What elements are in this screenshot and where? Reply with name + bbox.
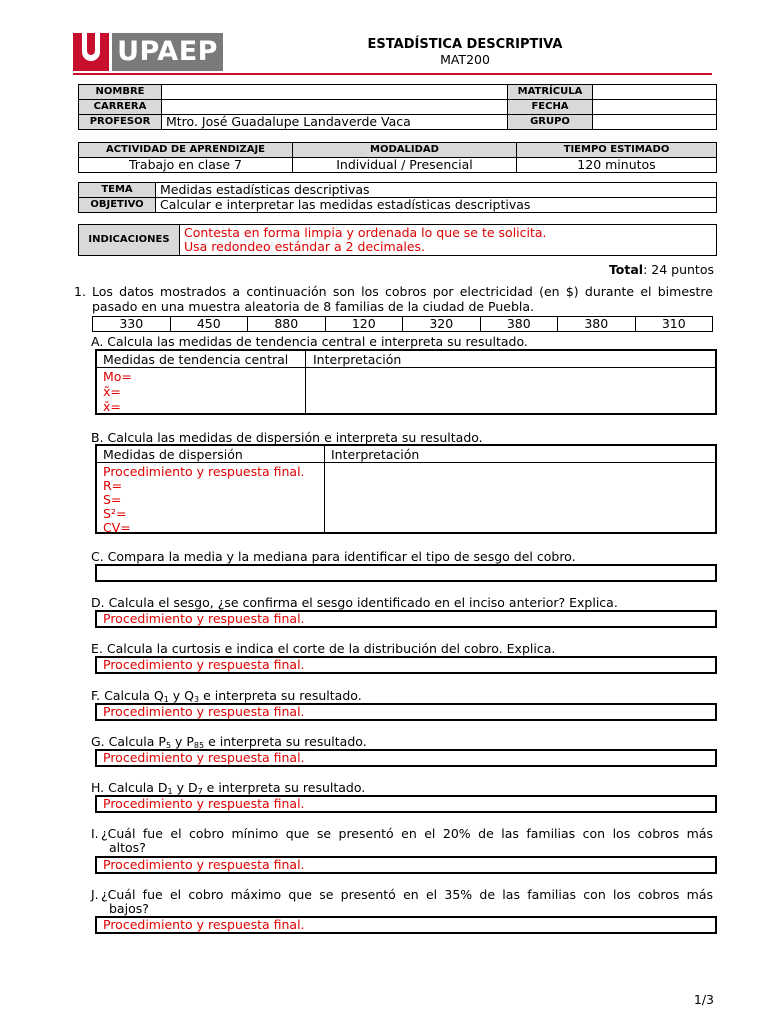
modalidad-label: MODALIDAD bbox=[293, 143, 517, 158]
part-g-text: G. Calcula $P_5$ y $P_{85}$ e interpreta su resultado. bbox=[91, 734, 367, 750]
part-g-answer-box[interactable]: Procedimiento y respuesta final. bbox=[95, 749, 717, 767]
total-points bbox=[609, 262, 714, 277]
moda-label: Mo= bbox=[103, 369, 132, 384]
carrera-field[interactable] bbox=[162, 100, 508, 115]
header-divider bbox=[73, 73, 712, 75]
topic-table bbox=[78, 182, 717, 213]
tiempo-label: TIEMPO ESTIMADO bbox=[517, 143, 717, 158]
matricula-field[interactable] bbox=[593, 85, 717, 100]
grupo-field[interactable] bbox=[593, 115, 717, 130]
data-cell: 880 bbox=[248, 317, 326, 332]
part-d-text: D. Calcula el sesgo, ¿se confirma el sesgo identificado en el inciso anterior? Explica. bbox=[91, 595, 618, 610]
indicaciones-table bbox=[78, 224, 717, 256]
range-label: R= bbox=[103, 478, 123, 493]
total-label: Total bbox=[608, 262, 644, 277]
nombre-label: NOMBRE bbox=[79, 85, 162, 100]
actividad-value: Trabajo en clase 7 bbox=[79, 158, 293, 173]
part-b-text: B. Calcula las medidas de dispersión e interpreta su resultado. bbox=[91, 430, 483, 445]
carrera-label: CARRERA bbox=[79, 100, 162, 115]
part-j-line-1: ¿Cuál fue el cobro máximo que se presentó en el 35% de las familias con los cobros más bbox=[101, 887, 713, 902]
fecha-field[interactable] bbox=[593, 100, 717, 115]
part-e-text: E. Calcula la curtosis e indica el corte de la distribución del cobro. Explica. bbox=[91, 641, 556, 656]
objetivo-value: Calcular e interpretar las medidas estadísticas descriptivas bbox=[156, 198, 717, 213]
part-j-answer-box[interactable]: Procedimiento y respuesta final. bbox=[95, 916, 717, 934]
part-h-answer-box[interactable]: Procedimiento y respuesta final. bbox=[95, 795, 717, 813]
part-j-prefix: J. bbox=[91, 887, 99, 902]
part-c-text: C. Compara la media y la mediana para identificar el tipo de sesgo del cobro. bbox=[91, 549, 576, 564]
part-b-box[interactable] bbox=[95, 444, 717, 534]
part-e-answer-box[interactable]: Procedimiento y respuesta final. bbox=[95, 656, 717, 674]
part-b-procedure: Procedimiento y respuesta final. bbox=[103, 464, 305, 479]
part-i-prefix: I. bbox=[91, 826, 99, 841]
part-i-line-2: altos? bbox=[109, 840, 146, 855]
q1-text-line-1: Los datos mostrados a continuación son los cobros por electricidad (en $) durante el bimestre bbox=[92, 284, 713, 299]
document-title: ESTADÍSTICA DESCRIPTIVA bbox=[367, 37, 563, 52]
data-cell: 450 bbox=[170, 317, 248, 332]
data-cell: 330 bbox=[93, 317, 171, 332]
activity-table bbox=[78, 142, 717, 173]
part-a-text: A. Calcula las medidas de tendencia central e interpreta su resultado. bbox=[91, 334, 528, 349]
tema-value: Medidas estadísticas descriptivas bbox=[156, 183, 717, 198]
data-cell: 320 bbox=[403, 317, 481, 332]
part-d-answer-box[interactable]: Procedimiento y respuesta final. bbox=[95, 610, 717, 628]
part-f-text: F. Calcula $Q_1$ y $Q_3$ e interpreta su resultado. bbox=[91, 688, 362, 704]
q1-number: 1. bbox=[74, 284, 86, 299]
variance-label: S²= bbox=[103, 506, 127, 521]
course-code: MAT200 bbox=[440, 52, 490, 67]
data-cell: 310 bbox=[635, 317, 713, 332]
part-a-col1: Medidas de tendencia central bbox=[103, 352, 289, 367]
matricula-label: MATRÍCULA bbox=[508, 85, 593, 100]
data-cell: 380 bbox=[558, 317, 636, 332]
grupo-label: GRUPO bbox=[508, 115, 593, 130]
indicaciones-line-2: Usa redondeo estándar a 2 decimales. bbox=[184, 239, 426, 254]
part-b-col1: Medidas de dispersión bbox=[103, 447, 243, 462]
indicaciones-text bbox=[180, 225, 717, 256]
indicaciones-line-1: Contesta en forma limpia y ordenada lo que se te solicita. bbox=[184, 225, 547, 240]
objetivo-label: OBJETIVO bbox=[79, 198, 156, 213]
q1-text-line-2: pasado en una muestra aleatoria de 8 familias de la ciudad de Puebla. bbox=[92, 299, 535, 314]
part-a-col2: Interpretación bbox=[313, 352, 402, 367]
part-i-answer-box[interactable]: Procedimiento y respuesta final. bbox=[95, 856, 717, 874]
part-b-col2: Interpretación bbox=[331, 447, 420, 462]
data-cell: 380 bbox=[480, 317, 558, 332]
tema-label: TEMA bbox=[79, 183, 156, 198]
student-info-table bbox=[78, 84, 717, 130]
data-cell: 120 bbox=[325, 317, 403, 332]
page-number: 1/3 bbox=[693, 992, 714, 1007]
actividad-label: ACTIVIDAD DE APRENDIZAJE bbox=[79, 143, 293, 158]
data-table bbox=[92, 316, 713, 332]
part-j-line-2: bajos? bbox=[109, 901, 149, 916]
profesor-label: PROFESOR bbox=[79, 115, 162, 130]
part-f-answer-box[interactable]: Procedimiento y respuesta final. bbox=[95, 703, 717, 721]
logo-u-mark bbox=[73, 33, 109, 71]
cv-label: CV= bbox=[103, 520, 131, 535]
logo-text: UPAEP bbox=[112, 33, 223, 71]
part-c-answer-box[interactable] bbox=[95, 564, 717, 582]
indicaciones-label: INDICACIONES bbox=[79, 225, 180, 256]
part-i-line-1: ¿Cuál fue el cobro mínimo que se presentó en el 20% de las familias con los cobros más bbox=[101, 826, 713, 841]
modalidad-value: Individual / Presencial bbox=[293, 158, 517, 173]
fecha-label: FECHA bbox=[508, 100, 593, 115]
part-h-text: H. Calcula $D_1$ y $D_7$ e interpreta su resultado. bbox=[91, 780, 366, 796]
tiempo-value: 120 minutos bbox=[517, 158, 717, 173]
std-dev-label: S= bbox=[103, 492, 122, 507]
nombre-field[interactable] bbox=[162, 85, 508, 100]
median-label: x̃= bbox=[103, 384, 121, 399]
part-a-box[interactable] bbox=[95, 349, 717, 415]
mean-label: x̄= bbox=[103, 399, 121, 414]
total-value: : 24 puntos bbox=[643, 262, 714, 277]
profesor-value: Mtro. José Guadalupe Landaverde Vaca bbox=[162, 115, 508, 130]
